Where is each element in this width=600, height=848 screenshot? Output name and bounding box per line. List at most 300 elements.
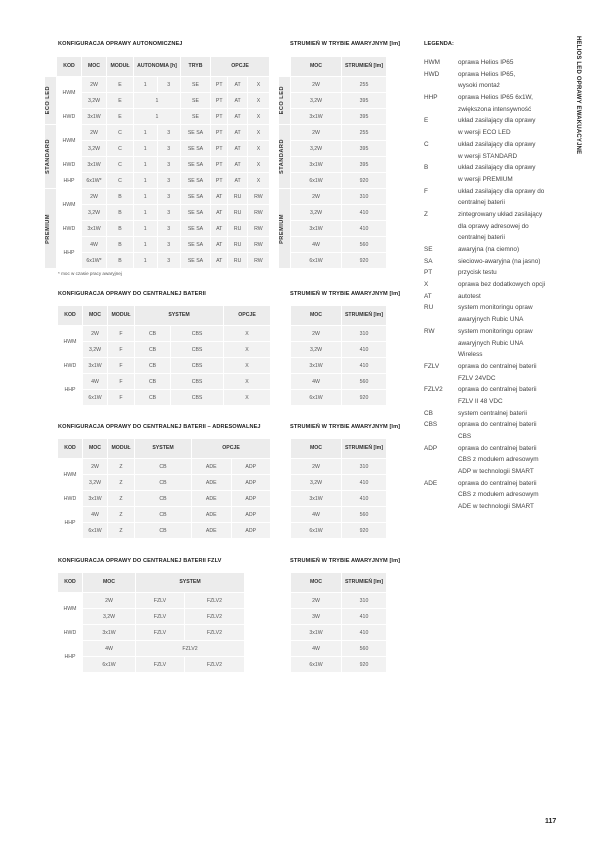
t1-title: KONFIGURACJA OPRAWY AUTONOMICZNEJ <box>58 41 183 47</box>
opcja-cell: ADE <box>192 491 231 506</box>
legend-value: dla oprawy adresowej do <box>458 222 529 230</box>
opcja-cell: RW <box>248 205 269 220</box>
legend-key <box>424 374 458 384</box>
tryb-cell: SE <box>181 77 210 92</box>
t3-config-table <box>57 438 271 539</box>
legend-value: ADP w technologii SMART <box>458 468 534 476</box>
table-row <box>45 157 269 172</box>
legend-value: oprawa do centralnej baterii <box>458 386 537 394</box>
modul-cell: F <box>108 342 134 357</box>
table-row <box>291 609 386 624</box>
tryb-cell: SE SA <box>181 173 210 188</box>
moc-cell: 3x1W <box>83 358 107 373</box>
opcja-cell: RW <box>248 253 269 268</box>
legend-item <box>424 315 588 325</box>
modul-cell: F <box>108 374 134 389</box>
legend-item <box>424 81 588 91</box>
table-row <box>279 77 386 92</box>
tryb-cell: SE <box>181 109 210 124</box>
t2-h-moc: MOC <box>83 306 107 325</box>
opcja-cell: X <box>248 141 269 156</box>
system-cell: FZLV2 <box>185 625 244 640</box>
moc-cell: 2W <box>82 189 106 204</box>
moc-cell: 3x1W <box>291 491 341 506</box>
modul-cell: B <box>107 253 133 268</box>
legend-value: układ zasilający dla oprawy <box>458 140 536 148</box>
table-row <box>58 593 244 608</box>
legend-key <box>424 152 458 162</box>
opcja-cell: ADP <box>232 523 271 538</box>
opcja-cell: PT <box>211 141 227 156</box>
autonomia-cell: 1 <box>134 109 180 124</box>
table-row <box>58 374 270 389</box>
autonomia-cell: 1 <box>134 237 157 252</box>
legend-value: przycisk testu <box>458 269 497 277</box>
opcja-cell: X <box>224 358 270 373</box>
legend-value: autotest <box>458 292 481 300</box>
legend-item <box>424 198 588 208</box>
strumien-cell: 395 <box>342 109 386 124</box>
t4-h-kod: KOD <box>58 573 82 592</box>
legend-key: AT <box>424 292 432 300</box>
moc-cell: 2W <box>82 77 106 92</box>
moc-cell: 6x1W <box>291 390 341 405</box>
opcja-cell: RU <box>228 221 246 236</box>
autonomia-cell: 3 <box>158 189 181 204</box>
moc-cell: 3,2W <box>291 342 341 357</box>
table-row <box>45 109 269 124</box>
legend-key: C <box>424 140 429 148</box>
t1-body <box>45 77 269 268</box>
legend-item <box>424 385 588 395</box>
kod-cell: HWD <box>57 109 81 124</box>
table-row <box>291 475 386 490</box>
legend-item <box>424 420 588 430</box>
legend-key <box>424 467 458 477</box>
legend-key <box>424 198 458 208</box>
kod-cell: HHP <box>58 374 82 405</box>
moc-cell: 6x1W <box>291 523 341 538</box>
moc-cell: 6x1W <box>83 390 107 405</box>
legend-item <box>424 362 588 372</box>
moc-cell: 3x1W <box>291 358 341 373</box>
legend-item <box>424 187 588 197</box>
t1-h-moc: MOC <box>82 57 106 76</box>
opcja-cell: RU <box>228 237 246 252</box>
strumien-cell: 560 <box>342 641 386 656</box>
legend-value: układ zasilający dla oprawy <box>458 164 536 172</box>
kod-cell: HWD <box>57 221 81 236</box>
t2-h-modul: MODUŁ <box>108 306 134 325</box>
legend-key <box>424 432 458 442</box>
table-row <box>45 237 269 252</box>
table-row <box>279 189 386 204</box>
moc-cell: 3,2W <box>83 475 107 490</box>
modul-cell: F <box>108 358 134 373</box>
moc-cell: 2W <box>291 326 341 341</box>
kod-cell: HHP <box>58 641 82 672</box>
opcja-cell: X <box>224 342 270 357</box>
strumien-cell: 410 <box>342 609 386 624</box>
legend-item <box>424 233 588 243</box>
table-row <box>291 390 386 405</box>
legend-key <box>424 490 458 500</box>
table-row <box>58 507 270 522</box>
moc-cell: 3,2W <box>291 141 341 156</box>
legend-key <box>424 397 458 407</box>
strumien-cell: 395 <box>342 93 386 108</box>
legend-item <box>424 502 588 512</box>
legend-value: wysoki montaż <box>458 82 500 90</box>
modul-cell: B <box>107 237 133 252</box>
legend-item <box>424 152 588 162</box>
moc-cell: 3x1W <box>82 109 106 124</box>
modul-cell: Z <box>108 507 134 522</box>
autonomia-cell: 1 <box>134 141 157 156</box>
opcja-cell: AT <box>211 237 227 252</box>
legend-value: centralnej baterii <box>458 199 505 207</box>
section-label-cell <box>279 125 290 188</box>
t1-flux-body <box>279 77 386 268</box>
modul-cell: Z <box>108 459 134 474</box>
opcja-cell: RW <box>248 189 269 204</box>
t2-body <box>58 326 270 405</box>
kod-cell: HWD <box>58 625 82 640</box>
legend-value: układ zasilający dla oprawy <box>458 117 536 125</box>
table-row <box>58 641 244 656</box>
section-label-cell <box>45 77 56 124</box>
tryb-cell: SE SA <box>181 221 210 236</box>
legend-item <box>424 175 588 185</box>
modul-cell: C <box>107 125 133 140</box>
tryb-cell: SE SA <box>181 189 210 204</box>
strumien-cell: 310 <box>342 459 386 474</box>
legend-item <box>424 327 588 337</box>
legend-item <box>424 268 588 278</box>
table-row <box>58 342 270 357</box>
legend-value: FZLV II 48 VDC <box>458 397 503 405</box>
t4-flux-body <box>291 593 386 672</box>
moc-cell: 3,2W <box>82 93 106 108</box>
legend-item <box>424 339 588 349</box>
t4-config-table <box>57 572 245 673</box>
strumien-cell: 255 <box>342 77 386 92</box>
opcja-cell: ADE <box>192 459 231 474</box>
system-cell: CB <box>135 358 170 373</box>
moc-cell: 6x1W <box>83 523 107 538</box>
moc-cell: 2W <box>83 459 107 474</box>
opcja-cell: X <box>248 125 269 140</box>
autonomia-cell: 3 <box>158 141 181 156</box>
table-row <box>291 374 386 389</box>
legend-item <box>424 292 588 302</box>
legend-value: FZLV 24VDC <box>458 374 496 382</box>
section-label: STANDARD <box>45 139 51 174</box>
strumien-cell: 255 <box>342 125 386 140</box>
t1-h-strumien: STRUMIEŃ [lm] <box>342 57 386 76</box>
t2-h-moc2: MOC <box>291 306 341 325</box>
t2-config-table <box>57 305 271 406</box>
tryb-cell: SE SA <box>181 237 210 252</box>
t1-config-table <box>44 56 270 269</box>
modul-cell: E <box>107 77 133 92</box>
table-row <box>58 459 270 474</box>
t1-h-autonomia: AUTONOMIA [h] <box>134 57 180 76</box>
legend-key <box>424 502 458 512</box>
t1-flux-table <box>278 56 387 269</box>
side-title: HELIOS LED OPRAWY EWAKUACYJNE <box>575 36 581 155</box>
legend-key: F <box>424 187 428 195</box>
autonomia-cell: 3 <box>158 205 181 220</box>
moc-cell: 3x1W <box>83 625 135 640</box>
opcja-cell: AT <box>228 125 246 140</box>
autonomia-cell: 3 <box>158 157 181 172</box>
table-row <box>279 253 386 268</box>
legend-value: oprawa do centralnej baterii <box>458 444 537 452</box>
t3-flux-title: STRUMIEŃ W TRYBIE AWARYJNYM [lm] <box>290 424 401 430</box>
moc-cell: 3,2W <box>82 141 106 156</box>
legend-key: Z <box>424 210 428 218</box>
moc-cell: 2W <box>291 593 341 608</box>
legend-item <box>424 432 588 442</box>
strumien-cell: 410 <box>342 358 386 373</box>
t3-h-moc2: MOC <box>291 439 341 458</box>
opcja-cell: PT <box>211 125 227 140</box>
legend-value: oprawa Helios IP65 <box>458 59 514 66</box>
opcja-cell: ADP <box>232 507 271 522</box>
moc-cell: 2W <box>291 459 341 474</box>
t4-title: KONFIGURACJA OPRAWY DO CENTRALNEJ BATERII FZLV <box>58 558 222 564</box>
legend-value: oprawa do centralnej baterii <box>458 362 537 370</box>
table-row <box>58 523 270 538</box>
t4-body <box>58 593 244 672</box>
table-row <box>291 641 386 656</box>
section-label: ECO LED <box>279 86 285 115</box>
kod-cell: HHP <box>57 173 81 188</box>
legend-key: RW <box>424 327 435 335</box>
legend-value: system monitoringu opraw <box>458 304 533 312</box>
tryb-cell: SE SA <box>181 125 210 140</box>
t2-flux-title: STRUMIEŃ W TRYBIE AWARYJNYM [lm] <box>290 291 401 297</box>
moc-cell: 6x1W <box>291 657 341 672</box>
legend-value: układ zasilający dla oprawy do <box>458 187 545 195</box>
system-cell: CB <box>135 459 191 474</box>
moc-cell: 3,2W <box>83 342 107 357</box>
strumien-cell: 920 <box>342 657 386 672</box>
opcja-cell: AT <box>211 205 227 220</box>
t3-h-modul: MODUŁ <box>108 439 134 458</box>
kod-cell: HWD <box>57 157 81 172</box>
legend-item <box>424 467 588 477</box>
t2-flux-body <box>291 326 386 405</box>
table-row <box>58 475 270 490</box>
strumien-cell: 410 <box>342 475 386 490</box>
opcja-cell: ADP <box>232 491 271 506</box>
strumien-cell: 395 <box>342 141 386 156</box>
kod-cell: HHP <box>58 507 82 538</box>
moc-cell: 6x1W <box>291 253 341 268</box>
section-label: PREMIUM <box>45 213 51 244</box>
moc-cell: 3x1W <box>83 491 107 506</box>
legend-key: ADP <box>424 444 438 452</box>
table-row <box>279 173 386 188</box>
legend-key <box>424 350 458 360</box>
legend-title: LEGENDA: <box>424 41 455 47</box>
legend-key: FZLV2 <box>424 386 443 394</box>
opcja-cell: AT <box>228 93 246 108</box>
strumien-cell: 310 <box>342 326 386 341</box>
moc-cell: 4W <box>291 507 341 522</box>
legend-key: HWD <box>424 70 440 78</box>
opcja-cell: PT <box>211 157 227 172</box>
legend-key <box>424 175 458 185</box>
moc-cell: 4W <box>291 641 341 656</box>
tryb-cell: SE SA <box>181 157 210 172</box>
moc-cell: 3,2W <box>83 609 135 624</box>
legend-key: ADE <box>424 479 438 487</box>
opcja-cell: PT <box>211 173 227 188</box>
legend-value: Wireless <box>458 351 483 359</box>
modul-cell: E <box>107 93 133 108</box>
opcja-cell: AT <box>228 173 246 188</box>
system-cell: CB <box>135 374 170 389</box>
legend-list <box>424 58 588 514</box>
modul-cell: F <box>108 390 134 405</box>
system-cell: CB <box>135 507 191 522</box>
legend-key: HHP <box>424 94 438 102</box>
moc-cell: 2W <box>83 593 135 608</box>
legend-key: HWM <box>424 59 440 66</box>
legend-item <box>424 397 588 407</box>
table-row <box>291 459 386 474</box>
system-cell: FZLV2 <box>185 593 244 608</box>
modul-cell: Z <box>108 475 134 490</box>
legend-key: CB <box>424 409 433 417</box>
legend-value: oprawa Helios IP65, <box>458 70 516 78</box>
strumien-cell: 560 <box>342 237 386 252</box>
legend-value: awaryjnych Rubic UNA <box>458 316 524 324</box>
autonomia-cell: 1 <box>134 157 157 172</box>
legend-key: SA <box>424 257 433 265</box>
t1-note: * moc w czasie pracy awaryjnej <box>58 271 122 276</box>
strumien-cell: 310 <box>342 189 386 204</box>
legend-value: oprawa do centralnej baterii <box>458 421 537 429</box>
legend-key: FZLV <box>424 362 440 370</box>
autonomia-cell: 1 <box>134 93 180 108</box>
t3-h-moc: MOC <box>83 439 107 458</box>
legend-value: w wersji ECO LED <box>458 129 511 137</box>
table-row <box>58 326 270 341</box>
moc-cell: 3x1W <box>291 221 341 236</box>
moc-cell: 4W <box>83 641 135 656</box>
autonomia-cell: 3 <box>158 77 181 92</box>
moc-cell: 3x1W <box>291 625 341 640</box>
t4-h-strumien: STRUMIEŃ [lm] <box>342 573 386 592</box>
kod-cell: HHP <box>57 237 81 268</box>
opcja-cell: AT <box>211 253 227 268</box>
t3-flux-body <box>291 459 386 538</box>
modul-cell: B <box>107 189 133 204</box>
t4-h-system: SYSTEM <box>136 573 244 592</box>
table-row <box>291 523 386 538</box>
moc-cell: 3x1W <box>291 157 341 172</box>
autonomia-cell: 1 <box>134 221 157 236</box>
table-row <box>291 593 386 608</box>
t2-title: KONFIGURACJA OPRAWY DO CENTRALNEJ BATERII <box>58 291 206 297</box>
autonomia-cell: 1 <box>134 189 157 204</box>
legend-item <box>424 257 588 267</box>
legend-key: SE <box>424 246 433 253</box>
legend-key: E <box>424 117 429 125</box>
opcja-cell: X <box>248 109 269 124</box>
strumien-cell: 560 <box>342 507 386 522</box>
legend-value: sieciowo-awaryjna (na jasno) <box>458 257 541 265</box>
section-label-cell <box>279 77 290 124</box>
autonomia-cell: 3 <box>158 125 181 140</box>
t3-title: KONFIGURACJA OPRAWY DO CENTRALNEJ BATERII – ADRESOWALNEJ <box>58 424 261 430</box>
t1-h-moc2: MOC <box>291 57 341 76</box>
autonomia-cell: 3 <box>158 221 181 236</box>
legend-value: awaryjna (na ciemno) <box>458 246 520 253</box>
opcja-cell: ADE <box>192 507 231 522</box>
moc-cell: 3x1W <box>291 109 341 124</box>
legend-item <box>424 93 588 103</box>
t3-h-system: SYSTEM <box>135 439 191 458</box>
strumien-cell: 310 <box>342 593 386 608</box>
table-row <box>291 342 386 357</box>
moc-cell: 6x1W <box>291 173 341 188</box>
opcja-cell: X <box>224 374 270 389</box>
system-cell: FZLV2 <box>136 641 244 656</box>
moc-cell: 4W <box>291 237 341 252</box>
t4-h-moc2: MOC <box>291 573 341 592</box>
autonomia-cell: 3 <box>158 253 181 268</box>
system-cell: FZLV <box>136 657 184 672</box>
t3-h-strumien: STRUMIEŃ [lm] <box>342 439 386 458</box>
modul-cell: E <box>107 109 133 124</box>
legend-item <box>424 303 588 313</box>
autonomia-cell: 3 <box>158 237 181 252</box>
legend-item <box>424 455 588 465</box>
strumien-cell: 410 <box>342 625 386 640</box>
tryb-cell: SE SA <box>181 141 210 156</box>
table-row <box>291 491 386 506</box>
moc-cell: 3,2W <box>291 475 341 490</box>
opcja-cell: AT <box>228 109 246 124</box>
table-row <box>58 358 270 373</box>
system-cell: FZLV <box>136 625 184 640</box>
t1-h-kod: KOD <box>57 57 81 76</box>
table-row <box>279 141 386 156</box>
system-cell: CB <box>135 475 191 490</box>
system-cell: CBS <box>171 374 223 389</box>
opcja-cell: ADP <box>232 475 271 490</box>
section-label: STANDARD <box>279 139 285 174</box>
strumien-cell: 410 <box>342 205 386 220</box>
legend-item <box>424 444 588 454</box>
strumien-cell: 410 <box>342 221 386 236</box>
opcja-cell: RW <box>248 237 269 252</box>
strumien-cell: 410 <box>342 491 386 506</box>
moc-cell: 6x1W <box>83 657 135 672</box>
table-row <box>279 109 386 124</box>
legend-value: CBS z modułem adresowym <box>458 456 539 464</box>
section-label: ECO LED <box>45 86 51 115</box>
legend-key <box>424 339 458 349</box>
legend-item <box>424 479 588 489</box>
section-label-cell <box>279 189 290 268</box>
t4-flux-table <box>290 572 387 673</box>
